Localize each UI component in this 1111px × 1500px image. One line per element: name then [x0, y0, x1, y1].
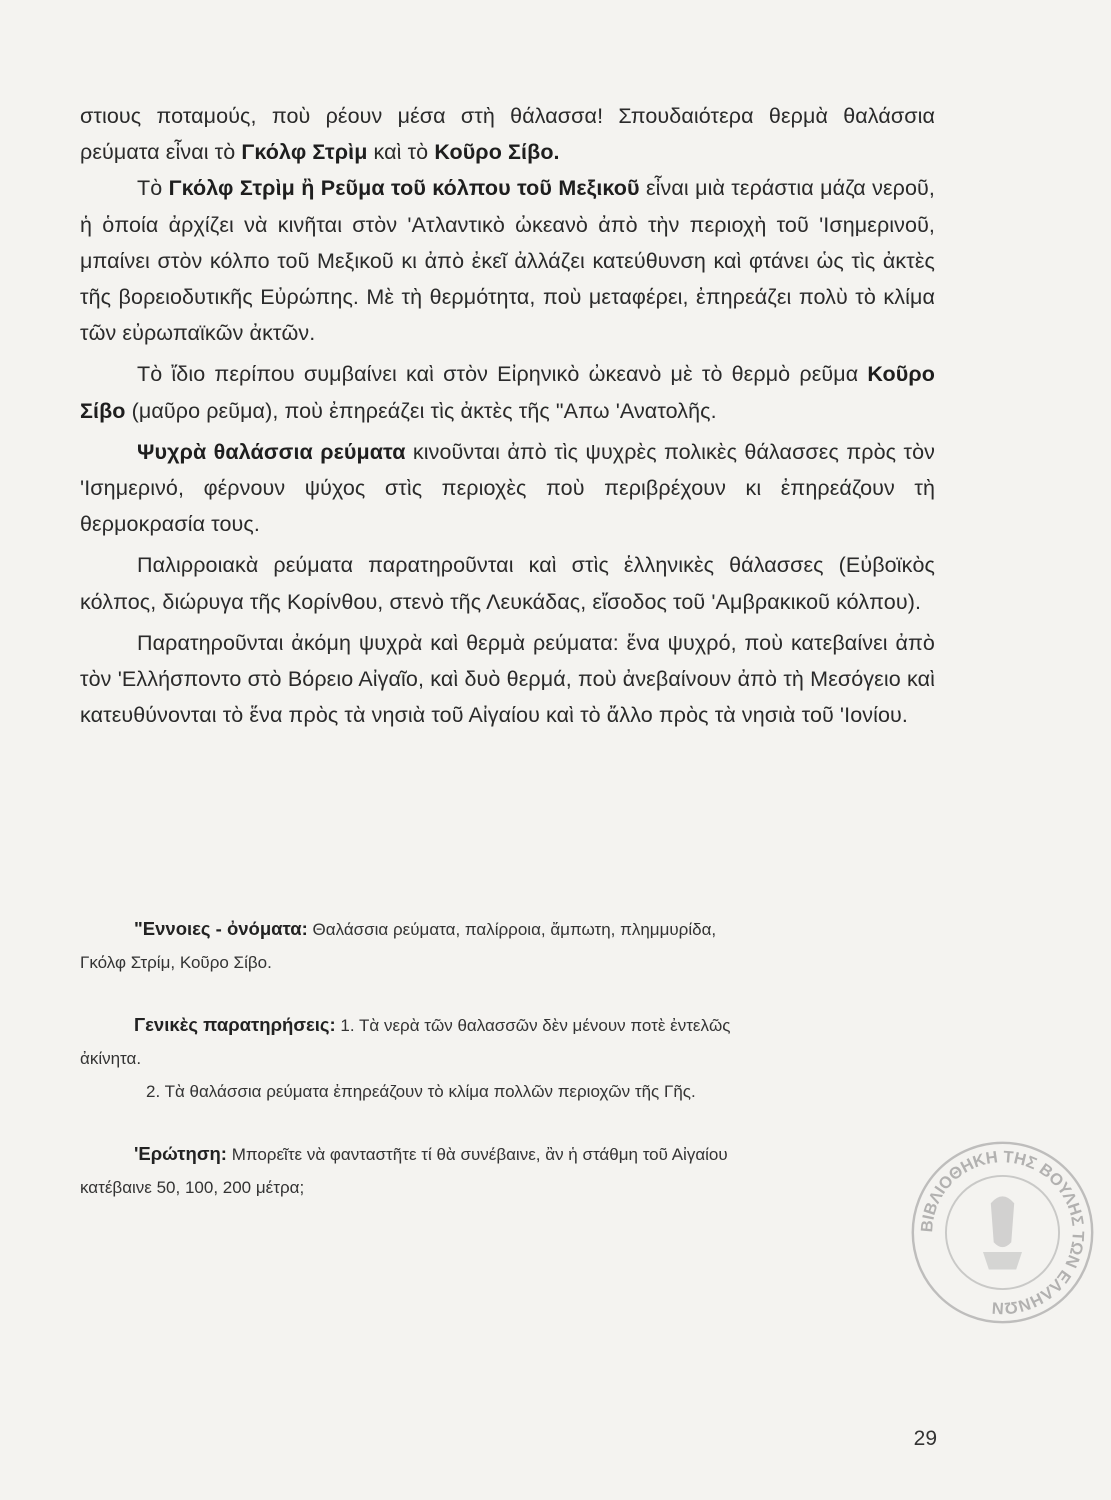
main-text [80, 98, 935, 733]
question-block: 'Ερώτηση: Μπορεῖτε νὰ φανταστῆτε τί θὰ συνέβαινε, ἂν ἡ στάθμη τοῦ Αἰγαίου κατέβαινε 50, 100, 200 μέτρα; [80, 1143, 728, 1197]
concepts-block: "Εννοιες - ὀνόματα: Θαλάσσια ρεύματα, παλίρροια, ἄμπωτη, πλημμυρίδα, Γκόλφ Στρίμ, Κοῦρο Σίβο. [80, 918, 717, 972]
general-remarks-block: Γενικὲς παρατηρήσεις: 1. Τὰ νερὰ τῶν θαλασσῶν δὲν μένουν ποτὲ ἐντελῶς ἀκίνητα. 2. Τὰ θαλάσσια ρεύματα ἐπηρεάζουν τὸ κλίμα πολλῶν περιοχῶν τῆς Γῆς. [80, 1014, 731, 1101]
notes-section [80, 912, 942, 1233]
term-gulf-stream: Γκόλφ Στρὶμ [241, 140, 368, 165]
general-remarks-label: Γενικὲς παρατηρήσεις: [134, 1014, 336, 1035]
library-stamp-icon [905, 1135, 1100, 1330]
concepts-label: "Εννοιες - ὀνόματα: [134, 918, 308, 939]
paragraph-2: Τὸ Γκόλφ Στρὶμ ἢ Ρεῦμα τοῦ κόλπου τοῦ Μεξικοῦ εἶναι μιὰ τεράστια μάζα νεροῦ, ἡ ὁποία ἀρχίζει νὰ κινῆται στὸν 'Ατλαντικὸ ὠκεανὸ ἀπὸ τὴν περιοχὴ τοῦ 'Ισημερινοῦ, μπαίνει στὸν κόλπο τοῦ Μεξικοῦ κι ἀπὸ ἐκεῖ ἀλλάζει κατεύθυνση καὶ φτάνει ὡς τὶς ἀκτὲς τῆς βορειοδυτικῆς Εὐρώπης. Μὲ τὴ θερμότητα, ποὺ μεταφέρει, ἐπηρεάζει πολὺ τὸ κλίμα τῶν εὐρωπαϊκῶν ἀκτῶν. [80, 176, 935, 346]
term-kuroshio: Κοῦρο Σίβο. [434, 140, 560, 165]
term-cold-currents: Ψυχρὰ θαλάσσια ρεύματα [137, 439, 406, 464]
term-kuroshio-2: Κοῦρο Σίβο [80, 362, 935, 423]
paragraph-3: Τὸ ἴδιο περίπου συμβαίνει καὶ στὸν Εἰρηνικὸ ὠκεανὸ μὲ τὸ θερμὸ ρεῦμα Κοῦρο Σίβο (μαῦρο ρεῦμα), ποὺ ἐπηρεάζει τὶς ἀκτὲς τῆς "Απω 'Ανατολῆς. [80, 362, 935, 423]
paragraph-6: Παρατηροῦνται ἀκόμη ψυχρὰ καὶ θερμὰ ρεύματα: ἕνα ψυχρό, ποὺ κατεβαίνει ἀπὸ τὸν 'Ελλήσποντο στὸ Βόρειο Αἰγαῖο, καὶ δυὸ θερμά, ποὺ ἀνεβαίνουν ἀπὸ τὴ Μεσόγειο καὶ κατευθύνονται τὸ ἕνα πρὸς τὰ νησιὰ τοῦ Αἰγαίου καὶ τὸ ἄλλο πρὸς τὰ νησιὰ τοῦ 'Ιονίου. [80, 630, 935, 728]
page-number: 29 [913, 1427, 937, 1450]
paragraph-4: Ψυχρὰ θαλάσσια ρεύματα κινοῦνται ἀπὸ τὶς ψυχρὲς πολικὲς θάλασσες πρὸς τὸν 'Ισημερινό, φέρνουν ψύχος στὶς περιοχὲς ποὺ περιβρέχουν κι ἐπηρεάζουν τὴ θερμοκρασία τους. [80, 439, 935, 537]
paragraph-5: Παλιρροιακὰ ρεύματα παρατηροῦνται καὶ στὶς ἑλληνικὲς θάλασσες (Εὐβοϊκὸς κόλπος, διώρυγα τῆς Κορίνθου, στενὸ τῆς Λευκάδας, εἴσοδος τοῦ 'Αμβρακικοῦ κόλπου). [80, 553, 935, 614]
question-label: 'Ερώτηση: [134, 1143, 227, 1164]
svg-text:ΒΙΒΛΙΟΘΗΚΗ ΤΗΣ ΒΟΥΛΗΣ ΤΩΝ ΕΛΛΗ: ΒΙΒΛΙΟΘΗΚΗ ΤΗΣ ΒΟΥΛΗΣ ΤΩΝ ΕΛΛΗΝΩΝ [917, 1147, 1088, 1318]
paragraph-1: στιους ποταμούς, ποὺ ρέουν μέσα στὴ θάλασσα! Σπουδαιότερα θερμὰ θαλάσσια ρεύματα εἶναι τὸ Γκόλφ Στρὶμ καὶ τὸ Κοῦρο Σίβο. [80, 104, 935, 165]
term-gulf-stream-full: Γκόλφ Στρὶμ ἢ Ρεῦμα τοῦ κόλπου τοῦ Μεξικοῦ [168, 176, 640, 201]
